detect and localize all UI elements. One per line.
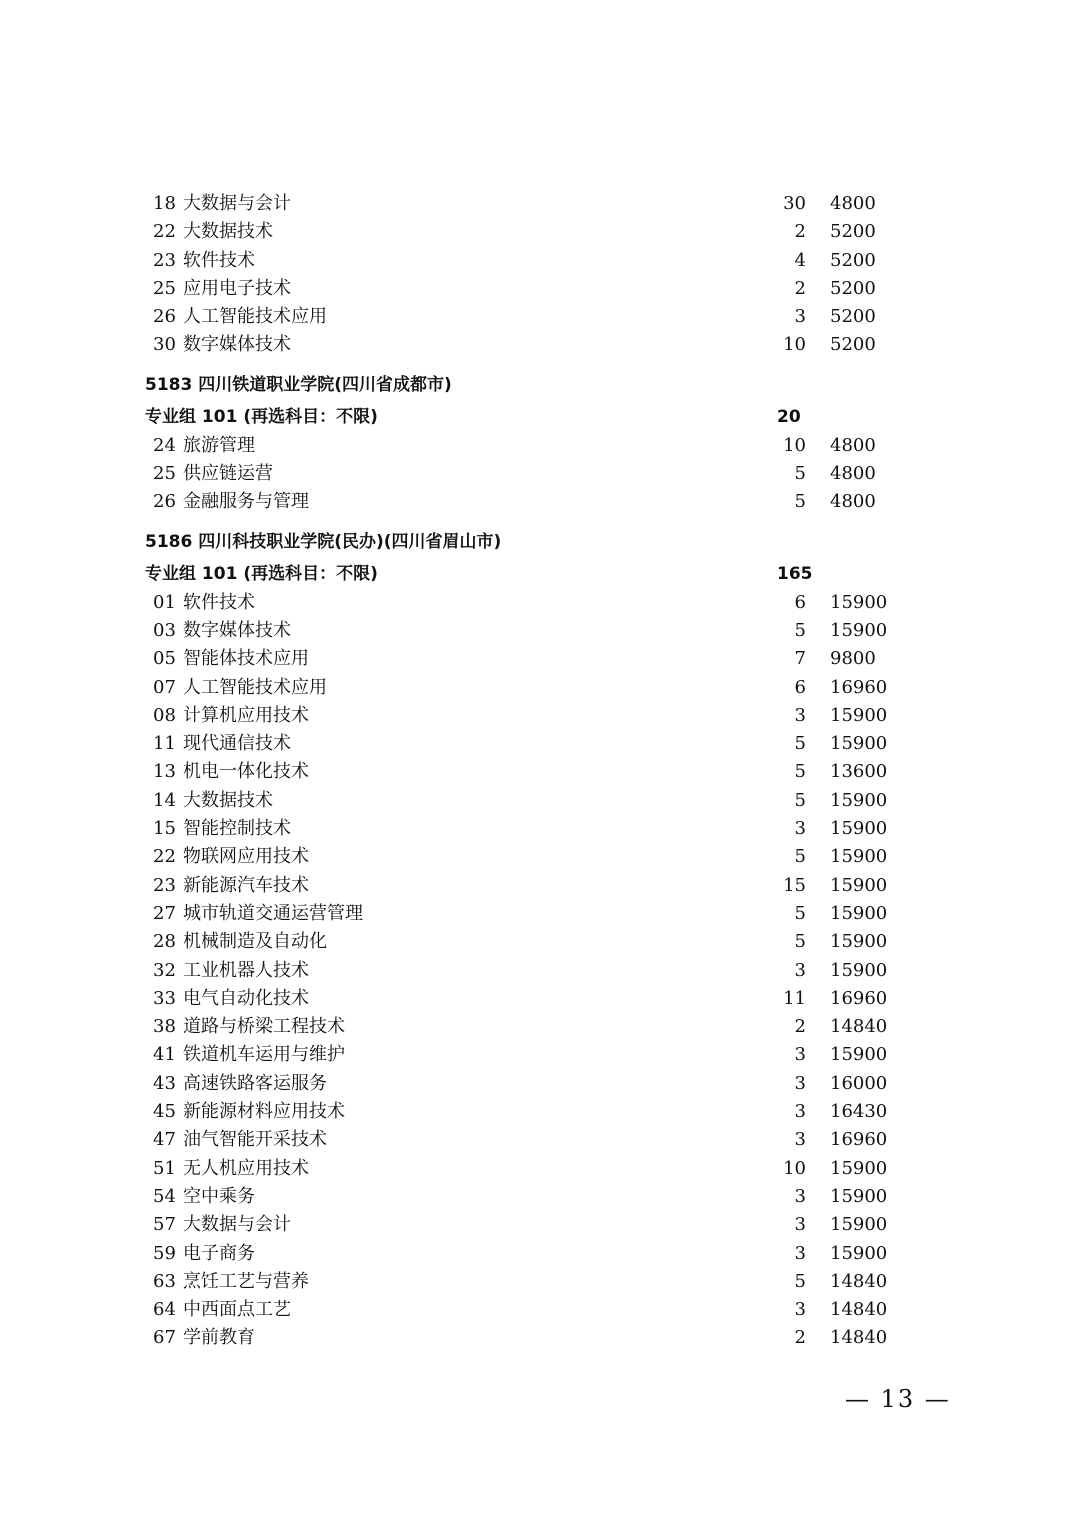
- major-code: 03: [153, 619, 176, 641]
- tuition-fee: 15900: [830, 1157, 888, 1179]
- major-name: 电气自动化技术: [183, 987, 309, 1009]
- tuition-fee: 4800: [830, 463, 876, 485]
- major-row: [0, 900, 1080, 928]
- major-name: 供应链运营: [183, 463, 273, 485]
- major-row: [0, 1013, 1080, 1041]
- major-code: 14: [153, 789, 176, 811]
- tuition-fee: 16430: [830, 1101, 888, 1123]
- major-row: [0, 645, 1080, 673]
- plan-count: 11: [783, 987, 806, 1009]
- tuition-fee: 13600: [830, 761, 888, 783]
- major-row: [0, 1155, 1080, 1183]
- plan-count: 10: [783, 334, 806, 356]
- tuition-fee: 15900: [830, 619, 888, 641]
- school-name: 5186 四川科技职业学院(民办)(四川省眉山市): [145, 531, 502, 552]
- major-code: 43: [153, 1072, 176, 1094]
- major-row: [0, 1211, 1080, 1239]
- major-code: 23: [153, 249, 176, 271]
- major-name: 工业机器人技术: [183, 959, 309, 981]
- plan-count: 3: [794, 818, 806, 840]
- plan-count: 10: [783, 1157, 806, 1179]
- major-name: 机械制造及自动化: [183, 931, 327, 953]
- major-name: 软件技术: [183, 591, 255, 613]
- tuition-fee: 15900: [830, 1185, 888, 1207]
- major-name: 新能源汽车技术: [183, 874, 309, 896]
- tuition-fee: 4800: [830, 491, 876, 513]
- page-number: — 13 —: [845, 1385, 951, 1413]
- major-row: [0, 872, 1080, 900]
- major-name: 应用电子技术: [183, 277, 291, 299]
- tuition-fee: 16960: [830, 987, 888, 1009]
- major-name: 道路与桥梁工程技术: [183, 1016, 345, 1038]
- major-row: [0, 1268, 1080, 1296]
- major-row: [0, 815, 1080, 843]
- major-code: 28: [153, 931, 176, 953]
- major-code: 32: [153, 959, 176, 981]
- plan-count: 3: [794, 1299, 806, 1321]
- major-code: 25: [153, 463, 176, 485]
- major-name: 电子商务: [183, 1242, 255, 1264]
- major-group-header: [0, 559, 1080, 589]
- major-row: [0, 843, 1080, 871]
- major-row: [0, 460, 1080, 488]
- major-name: 软件技术: [183, 249, 255, 271]
- major-name: 学前教育: [183, 1327, 255, 1349]
- tuition-fee: 9800: [830, 648, 876, 670]
- major-row: [0, 617, 1080, 645]
- tuition-fee: 15900: [830, 874, 888, 896]
- major-name: 中西面点工艺: [183, 1299, 291, 1321]
- major-row: [0, 247, 1080, 275]
- plan-count: 3: [794, 1044, 806, 1066]
- major-code: 64: [153, 1299, 176, 1321]
- tuition-fee: 16960: [830, 676, 888, 698]
- plan-count: 3: [794, 1242, 806, 1264]
- tuition-fee: 15900: [830, 902, 888, 924]
- major-name: 智能体技术应用: [183, 648, 309, 670]
- major-row: [0, 432, 1080, 460]
- major-code: 63: [153, 1270, 176, 1292]
- major-code: 30: [153, 334, 176, 356]
- plan-count: 10: [783, 434, 806, 456]
- plan-count: 5: [794, 463, 806, 485]
- plan-count: 3: [794, 1214, 806, 1236]
- tuition-fee: 15900: [830, 789, 888, 811]
- tuition-fee: 15900: [830, 818, 888, 840]
- plan-count: 5: [794, 902, 806, 924]
- plan-count: 7: [794, 648, 806, 670]
- major-code: 15: [153, 818, 176, 840]
- tuition-fee: 15900: [830, 1044, 888, 1066]
- major-row: [0, 730, 1080, 758]
- major-row: [0, 1070, 1080, 1098]
- major-row: [0, 589, 1080, 617]
- plan-count: 3: [794, 959, 806, 981]
- plan-count: 5: [794, 1270, 806, 1292]
- major-row: [0, 928, 1080, 956]
- major-name: 智能控制技术: [183, 818, 291, 840]
- major-row: [0, 218, 1080, 246]
- major-code: 51: [153, 1157, 176, 1179]
- major-code: 26: [153, 491, 176, 513]
- plan-count: 2: [794, 221, 806, 243]
- tuition-fee: 15900: [830, 959, 888, 981]
- major-name: 城市轨道交通运营管理: [183, 902, 363, 924]
- major-row: [0, 1126, 1080, 1154]
- major-group-count: 165: [777, 563, 813, 584]
- major-code: 45: [153, 1101, 176, 1123]
- major-group-count: 20: [777, 406, 801, 427]
- major-name: 现代通信技术: [183, 733, 291, 755]
- plan-count: 6: [794, 591, 806, 613]
- major-name: 数字媒体技术: [183, 619, 291, 641]
- major-code: 24: [153, 434, 176, 456]
- major-name: 数字媒体技术: [183, 334, 291, 356]
- tuition-fee: 14840: [830, 1016, 888, 1038]
- major-row: [0, 1240, 1080, 1268]
- plan-count: 5: [794, 733, 806, 755]
- major-row: [0, 1098, 1080, 1126]
- plan-count: 2: [794, 1327, 806, 1349]
- major-group-label: 专业组 101 (再选科目：不限): [145, 563, 378, 584]
- plan-count: 2: [794, 1016, 806, 1038]
- major-group-header: [0, 402, 1080, 432]
- major-name: 铁道机车运用与维护: [183, 1044, 345, 1066]
- major-code: 38: [153, 1016, 176, 1038]
- major-row: [0, 674, 1080, 702]
- plan-count: 3: [794, 1101, 806, 1123]
- major-row: [0, 1183, 1080, 1211]
- plan-count: 5: [794, 491, 806, 513]
- major-row: [0, 758, 1080, 786]
- tuition-fee: 4800: [830, 193, 876, 214]
- tuition-fee: 4800: [830, 434, 876, 456]
- major-name: 油气智能开采技术: [183, 1129, 327, 1151]
- major-name: 大数据技术: [183, 221, 273, 243]
- tuition-fee: 15900: [830, 931, 888, 953]
- tuition-fee: 15900: [830, 733, 888, 755]
- tuition-fee: 14840: [830, 1270, 888, 1292]
- plan-count: 5: [794, 931, 806, 953]
- major-row: [0, 1324, 1080, 1352]
- major-row: [0, 1296, 1080, 1324]
- major-code: 08: [153, 704, 176, 726]
- plan-count: 5: [794, 846, 806, 868]
- major-code: 25: [153, 277, 176, 299]
- plan-count: 3: [794, 704, 806, 726]
- major-code: 05: [153, 648, 176, 670]
- major-group-label: 专业组 101 (再选科目：不限): [145, 406, 378, 427]
- tuition-fee: 15900: [830, 704, 888, 726]
- major-name: 大数据与会计: [183, 193, 291, 214]
- major-row: [0, 275, 1080, 303]
- major-code: 23: [153, 874, 176, 896]
- plan-count: 3: [794, 1185, 806, 1207]
- plan-count: 4: [794, 249, 806, 271]
- tuition-fee: 15900: [830, 591, 888, 613]
- tuition-fee: 15900: [830, 1214, 888, 1236]
- major-code: 01: [153, 591, 176, 613]
- tuition-fee: 16960: [830, 1129, 888, 1151]
- school-header: [0, 525, 1080, 559]
- major-code: 11: [153, 733, 176, 755]
- plan-count: 30: [783, 193, 806, 214]
- major-code: 27: [153, 902, 176, 924]
- major-code: 47: [153, 1129, 176, 1151]
- tuition-fee: 15900: [830, 1242, 888, 1264]
- major-row: [0, 331, 1080, 359]
- major-name: 人工智能技术应用: [183, 676, 327, 698]
- school-header: [0, 368, 1080, 402]
- plan-count: 15: [783, 874, 806, 896]
- major-code: 59: [153, 1242, 176, 1264]
- major-code: 07: [153, 676, 176, 698]
- major-code: 57: [153, 1214, 176, 1236]
- major-name: 物联网应用技术: [183, 846, 309, 868]
- plan-count: 3: [794, 1129, 806, 1151]
- major-name: 无人机应用技术: [183, 1157, 309, 1179]
- major-name: 机电一体化技术: [183, 761, 309, 783]
- tuition-fee: 5200: [830, 221, 876, 243]
- major-name: 空中乘务: [183, 1185, 255, 1207]
- major-code: 22: [153, 221, 176, 243]
- major-row: [0, 1041, 1080, 1069]
- major-name: 新能源材料应用技术: [183, 1101, 345, 1123]
- major-name: 大数据技术: [183, 789, 273, 811]
- plan-count: 5: [794, 619, 806, 641]
- major-code: 54: [153, 1185, 176, 1207]
- major-row: [0, 985, 1080, 1013]
- plan-count: 3: [794, 306, 806, 328]
- major-row: [0, 787, 1080, 815]
- tuition-fee: 5200: [830, 306, 876, 328]
- tuition-fee: 14840: [830, 1299, 888, 1321]
- plan-count: 5: [794, 761, 806, 783]
- major-row: [0, 702, 1080, 730]
- plan-count: 5: [794, 789, 806, 811]
- major-name: 高速铁路客运服务: [183, 1072, 327, 1094]
- major-code: 67: [153, 1327, 176, 1349]
- major-name: 大数据与会计: [183, 1214, 291, 1236]
- tuition-fee: 14840: [830, 1327, 888, 1349]
- major-name: 金融服务与管理: [183, 491, 309, 513]
- major-code: 33: [153, 987, 176, 1009]
- enrollment-plan-table: [0, 190, 1080, 1353]
- plan-count: 2: [794, 277, 806, 299]
- major-name: 旅游管理: [183, 434, 255, 456]
- major-code: 13: [153, 761, 176, 783]
- major-row: [0, 190, 1080, 218]
- major-row: [0, 488, 1080, 516]
- plan-count: 3: [794, 1072, 806, 1094]
- tuition-fee: 16000: [830, 1072, 888, 1094]
- major-code: 18: [153, 193, 176, 214]
- major-code: 22: [153, 846, 176, 868]
- tuition-fee: 5200: [830, 277, 876, 299]
- school-name: 5183 四川铁道职业学院(四川省成都市): [145, 374, 452, 395]
- major-code: 26: [153, 306, 176, 328]
- tuition-fee: 15900: [830, 846, 888, 868]
- major-code: 41: [153, 1044, 176, 1066]
- major-name: 计算机应用技术: [183, 704, 309, 726]
- tuition-fee: 5200: [830, 334, 876, 356]
- plan-count: 6: [794, 676, 806, 698]
- major-name: 烹饪工艺与营养: [183, 1270, 309, 1292]
- major-row: [0, 303, 1080, 331]
- major-row: [0, 957, 1080, 985]
- major-name: 人工智能技术应用: [183, 306, 327, 328]
- tuition-fee: 5200: [830, 249, 876, 271]
